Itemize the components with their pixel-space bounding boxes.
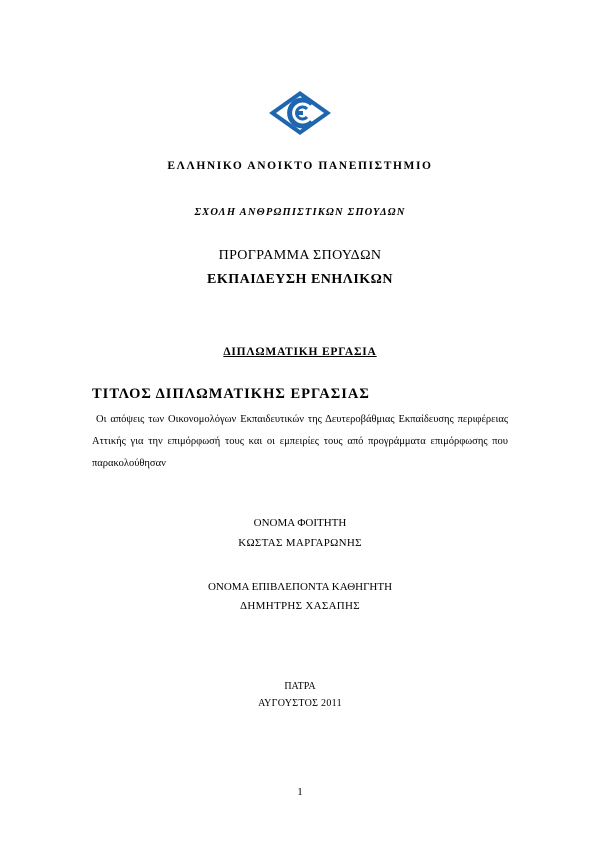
school-name: ΣΧΟΛΗ ΑΝΘΡΩΠΙΣΤΙΚΩΝ ΣΠΟΥΔΩΝ <box>194 207 406 218</box>
student-name: ΚΩΣΤΑΣ ΜΑΡΓΑΡΩΝΗΣ <box>238 537 362 549</box>
thesis-type-label: ΔΙΠΛΩΜΑΤΙΚΗ ΕΡΓΑΣΙΑ <box>223 346 377 358</box>
date: ΑΥΓΟΥΣΤΟΣ 2011 <box>258 698 342 709</box>
university-logo-icon <box>268 90 332 136</box>
thesis-title-heading: ΤΙΤΛΟΣ ΔΙΠΛΩΜΑΤΙΚΗΣ ΕΡΓΑΣΙΑΣ <box>92 386 370 402</box>
program-name: ΕΚΠΑΙΔΕΥΣΗ ΕΝΗΛΙΚΩΝ <box>207 272 393 287</box>
student-name-label: ΟΝΟΜΑ ΦΟΙΤΗΤΗ <box>253 517 347 529</box>
program-label: ΠΡΟΓΡΑΜΜΑ ΣΠΟΥΔΩΝ <box>218 248 382 263</box>
supervisor-name-label: ΟΝΟΜΑ ΕΠΙΒΛΕΠΟΝΤΑ ΚΑΘΗΓΗΤΗ <box>207 581 393 593</box>
page-number: 1 <box>297 786 303 798</box>
city: ΠΑΤΡΑ <box>284 681 316 692</box>
thesis-title-text: Οι απόψεις των Οικονομολόγων Εκπαιδευτικών της Δευτεροβάθμιας Εκπαίδευσης περιφέρειας Αττικής για την επιμόρφωσή τους και οι εμπειρίες τους από προγράμματα επιμόρφωσης που παρακολούθησαν <box>92 414 508 469</box>
supervisor-name: ΔΗΜΗΤΡΗΣ ΧΑΣΑΠΗΣ <box>240 600 360 612</box>
university-name: ΕΛΛΗΝΙΚΟ ΑΝΟΙΚΤΟ ΠΑΝΕΠΙΣΤΗΜΙΟ <box>167 160 433 172</box>
